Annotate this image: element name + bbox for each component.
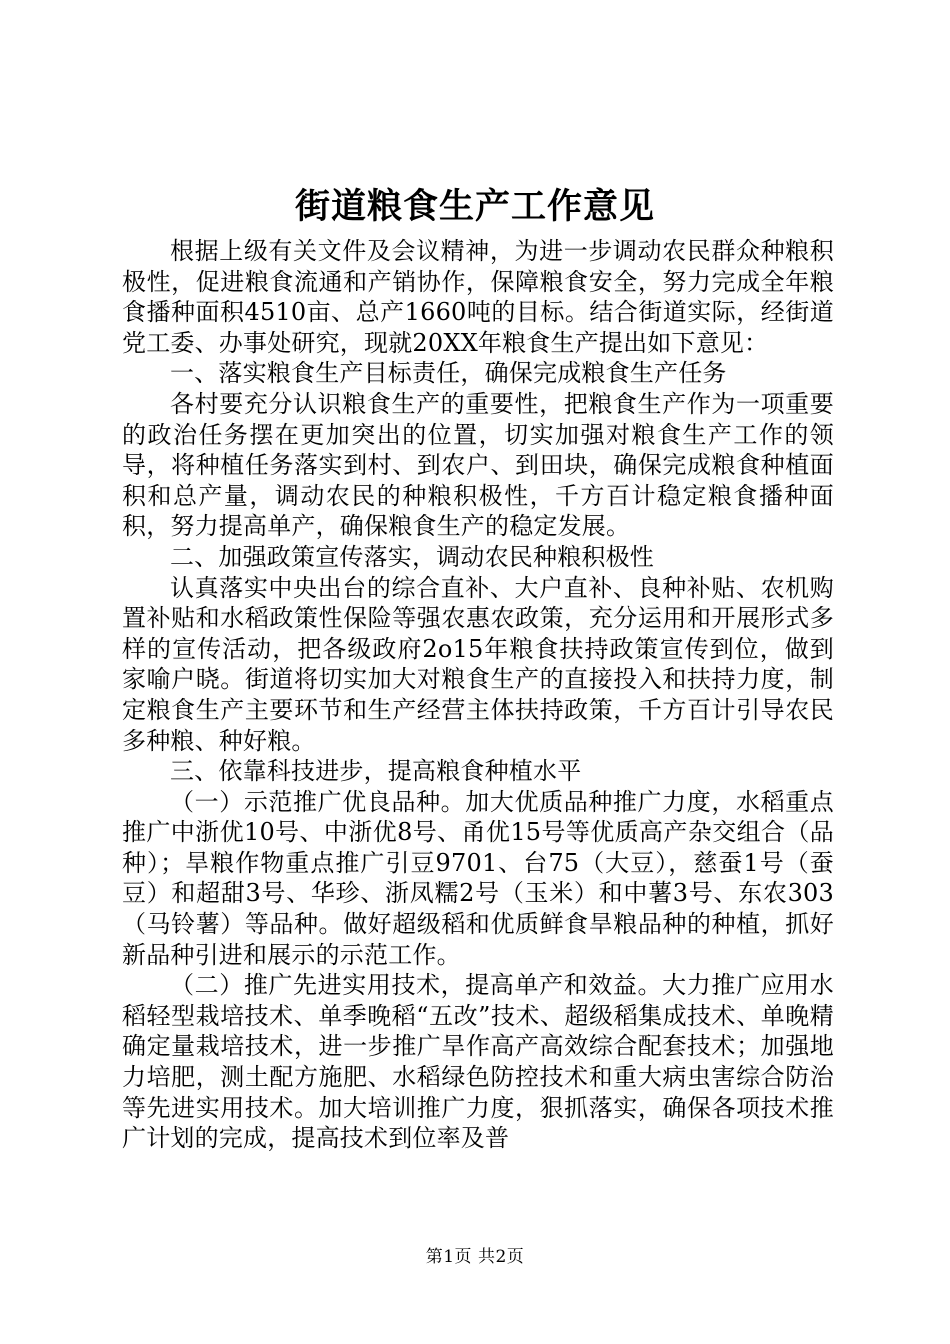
section-heading-1: 一、落实粮食生产目标责任，确保完成粮食生产任务 [170, 359, 727, 388]
intro-paragraph: 根据上级有关文件及会议精神，为进一步调动农民群众种粮积极性，促进粮食流通和产销协作，保障粮食安全，努力完成全年粮食播种面积4510亩、总产1660吨的目标。结合街道实际，经街道党工委、办事处研究，现就20XX年粮食生产提出如下意见： [122, 237, 834, 357]
section-2-paragraph: 认真落实中央出台的综合直补、大户直补、良种补贴、农机购置补贴和水稻政策性保险等强农惠农政策，充分运用和开展形式多样的宣传活动，把各级政府2o15年粮食扶持政策宣传到位，做到家喻户晓。街道将切实加大对粮食生产的直接投入和扶持力度，制定粮食生产主要环节和生产经营主体扶持政策，千方百计引导农民多种粮、种好粮。 [122, 573, 834, 755]
document-body [122, 236, 834, 1154]
page-footer: 第1页 共2页 [425, 1247, 525, 1267]
section-1-paragraph: 各村要充分认识粮食生产的重要性，把粮食生产作为一项重要的政治任务摆在更加突出的位置，切实加强对粮食生产工作的领导，将种植任务落实到村、到农户、到田块，确保完成粮食种植面积和总产量，调动农民的种粮积极性，千方百计稳定粮食播种面积，努力提高单产，确保粮食生产的稳定发展。 [122, 389, 834, 541]
section-heading-3: 三、依靠科技进步，提高粮食种植水平 [170, 757, 582, 786]
section-3-item-1-paragraph: （一）示范推广优良品种。加大优质品种推广力度，水稻重点推广中浙优10号、中浙优8号、甬优15号等优质高产杂交组合（品种）；旱粮作物重点推广引豆9701、台75（大豆），慈蚕1号（蚕豆）和超甜3号、华珍、浙凤糯2号（玉米）和中薯3号、东农303（马铃薯）等品种。做好超级稻和优质鲜食旱粮品种的种植，抓好新品种引进和展示的示范工作。 [122, 787, 834, 969]
section-heading-2: 二、加强政策宣传落实，调动农民种粮积极性 [170, 542, 654, 571]
document-title: 街道粮食生产工作意见 [294, 186, 655, 227]
section-3-item-2-paragraph: （二）推广先进实用技术，提高单产和效益。大力推广应用水稻轻型栽培技术、单季晚稻“五改”技术、超级稻集成技术、单晚精确定量栽培技术，进一步推广旱作高产高效综合配套技术；加强地力培肥，测土配方施肥、水稻绿色防控技术和重大病虫害综合防治等先进实用技术。加大培训推广力度，狠抓落实，确保各项技术推广计划的完成，提高技术到位率及普 [122, 971, 834, 1153]
